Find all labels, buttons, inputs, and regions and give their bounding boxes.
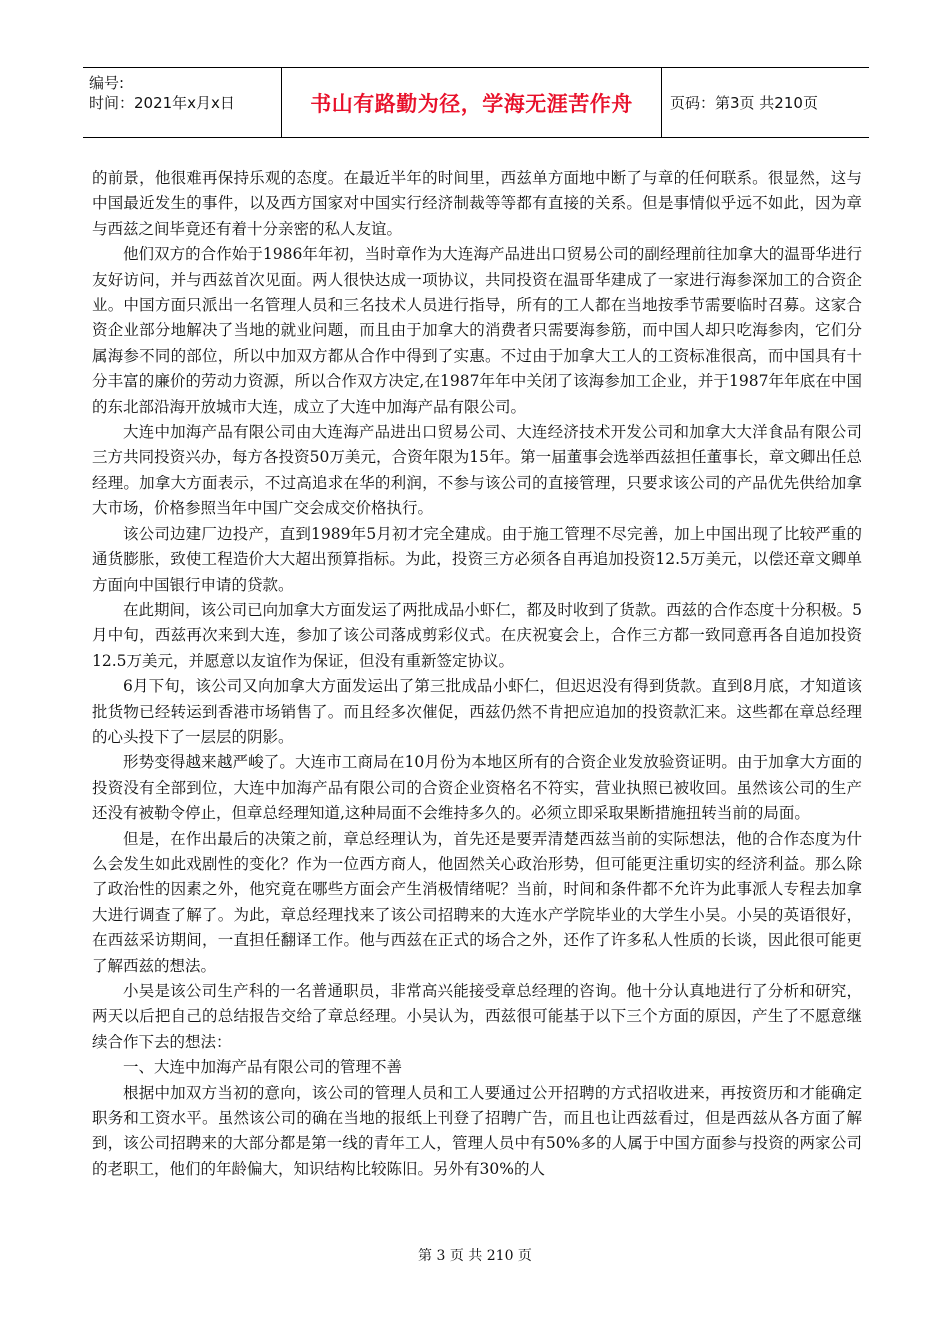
paragraph: 形势变得越来越严峻了。大连市工商局在10月份为本地区所有的合资企业发放验资证明。由于加拿大方面的投资没有全部到位，大连中加海产品有限公司的合资企业资格名不符实，营业执照已被收回。虽然该公司的生产还没有被勒令停止，但章总经理知道,这种局面不会维持多久的。必须立即采取果断措施扭转当前的局面。 xyxy=(92,753,862,823)
header-page-info: 页码：第3页 共210页 xyxy=(670,94,818,112)
paragraph: 大连中加海产品有限公司由大连海产品进出口贸易公司、大连经济技术开发公司和加拿大大洋食品有限公司三方共同投资兴办，每方各投资50万美元，合资年限为15年。第一届董事会选举西兹担任董事长，章文卿出任总经理。加拿大方面表示，不过高追求在华的利润，不参与该公司的直接管理，只要求该公司的产品优先供给加拿大市场，价格参照当年中国广交会成交价格执行。 xyxy=(92,423,862,518)
paragraph: 他们双方的合作始于1986年年初，当时章作为大连海产品进出口贸易公司的副经理前往加拿大的温哥华进行友好访问，并与西兹首次见面。两人很快达成一项协议，共同投资在温哥华建成了一家进行海参深加工的合资企业。中国方面只派出一名管理人员和三名技术人员进行指导，所有的工人都在当地按季节需要临时召募。这家合资企业部分地解决了当地的就业问题，而且由于加拿大的消费者只需要海参筋，而中国人却只吃海参肉，它们分属海参不同的部位，所以中加双方都从合作中得到了实惠。不过由于加拿大工人的工资标准很高，而中国具有十分丰富的廉价的劳动力资源，所以合作双方决定,在1987年年中关闭了该海参加工企业，并于1987年年底在中国的东北部沿海开放城市大连，成立了大连中加海产品有限公司。 xyxy=(92,245,862,416)
paragraph: 6月下旬，该公司又向加拿大方面发运出了第三批成品小虾仁，但迟迟没有得到货款。直到8月底，才知道该批货物已经转运到香港市场销售了。而且经多次催促，西兹仍然不肯把应追加的投资款汇来。这些都在章总经理的心头投下了一层层的阴影。 xyxy=(92,677,862,746)
document-number-label: 编号: xyxy=(89,74,125,92)
paragraph: 该公司边建厂边投产，直到1989年5月初才完全建成。由于施工管理不尽完善，加上中国出现了比较严重的通货膨胀，致使工程造价大大超出预算指标。为此，投资三方必须各自再追加投资12.5万美元，以偿还章文卿单方面向中国银行申请的贷款。 xyxy=(92,524,862,594)
paragraph: 小吴是该公司生产科的一名普通职员，非常高兴能接受章总经理的咨询。他十分认真地进行了分析和研究，两天以后把自己的总结报告交给了章总经理。小吴认为，西兹很可能基于以下三个方面的原因，产生了不愿意继续合作下去的想法： xyxy=(92,982,862,1051)
document-time-label: 时间：2021年x月x日 xyxy=(89,94,235,112)
page-header xyxy=(83,67,869,138)
header-motto: 书山有路勤为径，学海无涯苦作舟 xyxy=(282,68,662,137)
paragraph: 的前景，他很难再保持乐观的态度。在最近半年的时间里，西兹单方面地中断了与章的任何联系。很显然，这与中国最近发生的事件，以及西方国家对中国实行经济制裁等等都有直接的关系。但是事情似乎远不如此，因为章与西兹之间毕竟还有着十分亲密的私人友谊。 xyxy=(92,169,862,238)
document-body xyxy=(92,166,862,1182)
header-meta xyxy=(83,68,282,137)
paragraph: 根据中加双方当初的意向，该公司的管理人员和工人要通过公开招聘的方式招收进来，再按资历和才能确定职务和工资水平。虽然该公司的确在当地的报纸上刊登了招聘广告，而且也让西兹看过，但是西兹从各方面了解到，该公司招聘来的大部分都是第一线的青年工人，管理人员中有50%多的人属于中国方面参与投资的两家公司的老职工，他们的年龄偏大，知识结构比较陈旧。另外有30%的人 xyxy=(92,1083,862,1178)
section-heading: 一、大连中加海产品有限公司的管理不善 xyxy=(123,1058,403,1077)
page-footer: 第 3 页 共 210 页 xyxy=(418,1248,532,1264)
paragraph: 但是，在作出最后的决策之前，章总经理认为，首先还是要弄清楚西兹当前的实际想法，他的合作态度为什么会发生如此戏剧性的变化？作为一位西方商人，他固然关心政治形势，但可能更注重切实的经济利益。那么除了政治性的因素之外，他究竟在哪些方面会产生消极情绪呢？当前，时间和条件都不允许为此事派人专程去加拿大进行调查了解了。为此，章总经理找来了该公司招聘来的大连水产学院毕业的大学生小吴。小吴的英语很好，在西兹采访期间，一直担任翻译工作。他与西兹在正式的场合之外，还作了许多私人性质的长谈，因此很可能更了解西兹的想法。 xyxy=(92,829,862,975)
paragraph: 在此期间，该公司已向加拿大方面发运了两批成品小虾仁，都及时收到了货款。西兹的合作态度十分积极。5月中旬，西兹再次来到大连，参加了该公司落成剪彩仪式。在庆祝宴会上，合作三方都一致同意再各自追加投资12.5万美元，并愿意以友谊作为保证，但没有重新签定协议。 xyxy=(92,600,862,670)
